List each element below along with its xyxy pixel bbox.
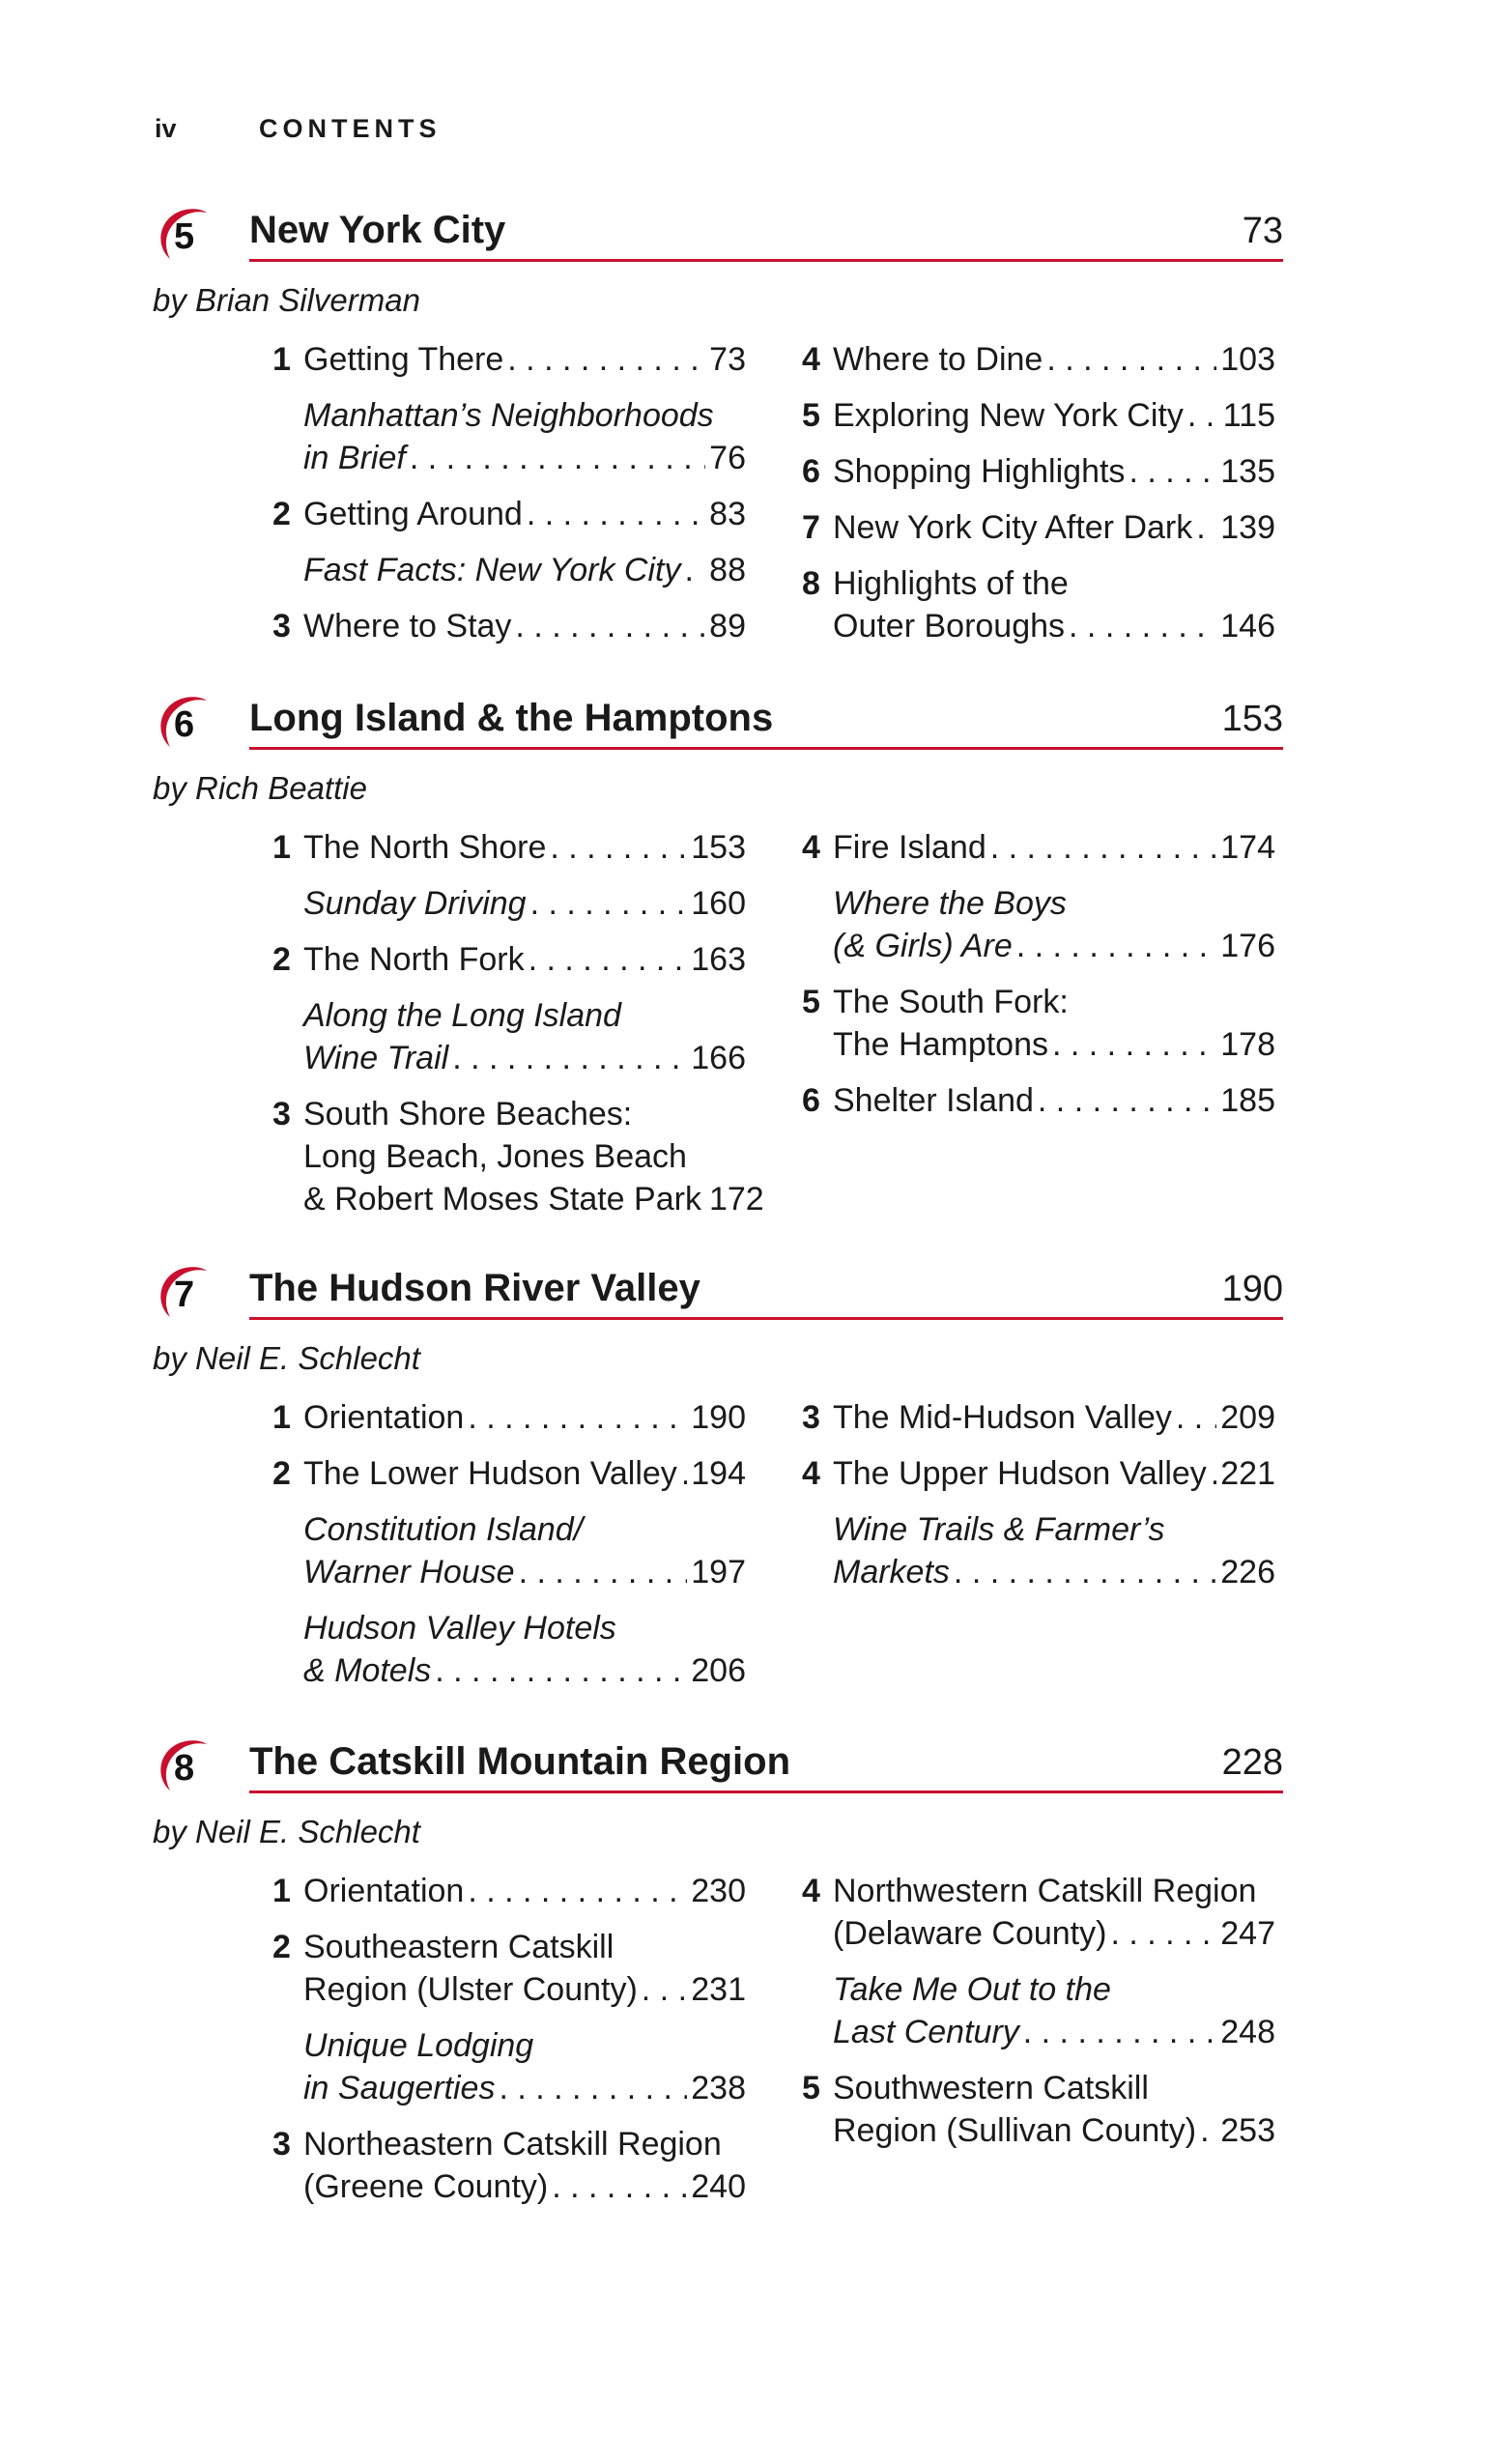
toc-entry[interactable] [272, 1607, 746, 1692]
toc-entry-line [303, 493, 746, 535]
section-title: Region (Ulster County) [303, 1971, 638, 2008]
chapter-title[interactable]: Long Island & the Hamptons [249, 697, 774, 739]
section-title: Where to Stay [303, 608, 512, 645]
toc-entry[interactable] [272, 493, 746, 535]
section-page-number[interactable]: 83 [709, 496, 746, 532]
section-title: Last Century [833, 2014, 1019, 2050]
section-page-number[interactable]: 115 [1222, 397, 1275, 434]
toc-entry[interactable] [802, 826, 1275, 869]
section-number: 7 [802, 509, 820, 546]
toc-entry[interactable] [802, 338, 1275, 381]
section-page-number[interactable]: 103 [1220, 341, 1275, 378]
section-number: 2 [272, 941, 291, 978]
toc-entry[interactable] [802, 2067, 1275, 2152]
section-number: 2 [272, 1455, 291, 1492]
toc-column-right [802, 1870, 1275, 2165]
toc-entry-line [303, 1926, 746, 1968]
leader-dots [527, 493, 705, 535]
toc-entry[interactable] [802, 562, 1275, 647]
section-number: 1 [272, 1873, 291, 1909]
section-number: 6 [802, 1082, 820, 1119]
chapter-number-badge [153, 1263, 213, 1319]
running-head [155, 114, 442, 144]
leader-dots [1176, 1396, 1216, 1439]
section-number: 8 [802, 565, 820, 602]
toc-entry[interactable] [802, 1870, 1275, 1955]
leader-dots [1038, 1079, 1216, 1122]
chapter-heading[interactable] [153, 1734, 1283, 1794]
toc-entry[interactable] [272, 2123, 746, 2208]
section-number: 2 [272, 1929, 291, 1965]
toc-entry-line [833, 2067, 1275, 2109]
toc-entry-line [303, 1135, 746, 1178]
leader-dots [1187, 394, 1219, 437]
chapter-heading[interactable] [153, 691, 1283, 751]
section-title: Orientation [303, 1399, 465, 1436]
section-page-number[interactable]: 178 [1220, 1026, 1275, 1063]
section-title: Outer Boroughs [833, 608, 1066, 645]
section-title: Sunday Driving [303, 885, 527, 922]
section-title: Northeastern Catskill Region [303, 2126, 722, 2163]
leader-dots [1052, 1023, 1216, 1066]
section-title: Region (Sullivan County) [833, 2112, 1197, 2149]
section-number: 3 [272, 2126, 291, 2163]
section-page-number[interactable]: 76 [709, 440, 746, 476]
section-title: Wine Trail [303, 1040, 449, 1076]
chapter-number: 8 [174, 1748, 195, 1789]
leader-dots [684, 549, 705, 591]
toc-entry-line [833, 562, 1275, 605]
toc-entry[interactable] [272, 1508, 746, 1593]
toc-entry[interactable] [802, 394, 1275, 437]
leader-dots [410, 437, 705, 479]
toc-entry[interactable] [802, 450, 1275, 493]
toc-entry-line [303, 338, 746, 381]
section-title: (Greene County) [303, 2168, 549, 2205]
section-title: Unique Lodging [303, 2027, 534, 2064]
toc-entry-line [303, 605, 746, 647]
section-number: 3 [802, 1399, 820, 1436]
toc-column-left [272, 1870, 746, 2221]
section-title: Fast Facts: New York City [303, 552, 681, 588]
chapter-number: 5 [174, 216, 195, 257]
leader-dots [1016, 925, 1217, 967]
toc-entry-line [833, 605, 1275, 647]
toc-column-left [272, 1396, 746, 1705]
leader-dots [1110, 1912, 1216, 1955]
chapter-rule [249, 259, 1283, 262]
section-page-number[interactable]: 176 [1220, 928, 1275, 964]
section-title: Take Me Out to the [833, 1971, 1111, 2008]
leader-dots [468, 1870, 687, 1912]
leader-dots [1129, 450, 1216, 493]
leader-dots [1196, 506, 1216, 549]
section-page-number[interactable]: 73 [709, 341, 746, 378]
section-title: Shopping Highlights [833, 453, 1126, 490]
leader-dots [1069, 605, 1216, 647]
chapter-title[interactable]: New York City [249, 209, 506, 251]
leader-dots [550, 826, 687, 869]
section-title: in Saugerties [303, 2070, 496, 2106]
chapter-rule [249, 1317, 1283, 1320]
section-page-number[interactable]: 248 [1220, 2014, 1275, 2050]
leader-dots [552, 2165, 687, 2208]
section-title: Southeastern Catskill [303, 1929, 614, 1965]
toc-entry[interactable] [272, 1870, 746, 1912]
section-title: South Shore Beaches: [303, 1096, 633, 1132]
toc-entry-line [303, 826, 746, 869]
toc-entry-line [833, 1023, 1275, 1066]
toc-column-right [802, 338, 1275, 661]
leader-dots [435, 1649, 687, 1692]
leader-dots [681, 1452, 687, 1495]
toc-entry-line [833, 1452, 1275, 1495]
section-title: The South Fork: [833, 984, 1069, 1020]
section-number: 2 [272, 496, 291, 532]
toc-entry[interactable] [272, 1396, 746, 1439]
section-title: Highlights of the [833, 565, 1069, 602]
section-page-number[interactable]: 231 [691, 1971, 746, 2008]
chapter-author: by Rich Beattie [153, 770, 367, 806]
toc-column-left [272, 338, 746, 661]
leader-dots [1046, 338, 1216, 381]
toc-entry-line [833, 506, 1275, 549]
section-page-number[interactable]: 172 [708, 1181, 764, 1218]
toc-entry-line [303, 2024, 746, 2067]
toc-entry-line [833, 925, 1275, 967]
chapter-rule [249, 1791, 1283, 1793]
section-page-number[interactable]: 135 [1220, 453, 1275, 490]
section-number: 5 [802, 2070, 820, 2106]
section-page-number[interactable]: 174 [1220, 829, 1275, 866]
section-page-number[interactable]: 240 [691, 2168, 746, 2205]
section-page-number[interactable]: 197 [691, 1554, 746, 1590]
section-title: Getting There [303, 341, 504, 378]
section-title: Hudson Valley Hotels [303, 1610, 616, 1647]
section-number: 1 [272, 829, 291, 866]
toc-entry-line [833, 1551, 1275, 1593]
section-number: 5 [802, 984, 820, 1020]
toc-entry[interactable] [272, 605, 746, 647]
section-title: Orientation [303, 1873, 465, 1909]
section-number: 6 [802, 453, 820, 490]
toc-entry[interactable] [272, 938, 746, 981]
toc-entry-line [303, 1093, 746, 1135]
leader-dots [954, 1551, 1216, 1593]
toc-entry[interactable] [272, 1093, 764, 1220]
leader-dots [530, 882, 688, 925]
section-page-number[interactable]: 221 [1220, 1455, 1275, 1492]
toc-entry-line [303, 394, 746, 437]
section-number: 4 [802, 341, 820, 378]
toc-entry[interactable] [272, 994, 746, 1079]
section-page-number[interactable]: 166 [691, 1040, 746, 1076]
toc-entry[interactable] [272, 826, 746, 869]
chapter-page-number[interactable]: 73 [1242, 211, 1283, 251]
toc-entry-line [303, 1551, 746, 1593]
section-number: 3 [272, 608, 291, 645]
toc-column-left [272, 826, 764, 1234]
toc-entry[interactable] [802, 981, 1275, 1066]
section-page-number[interactable]: 190 [691, 1399, 746, 1436]
chapter-heading[interactable] [153, 203, 1283, 263]
section-page-number[interactable]: 206 [691, 1652, 746, 1689]
section-title: Markets [833, 1554, 950, 1590]
section-number: 4 [802, 829, 820, 866]
toc-entry[interactable] [802, 1508, 1275, 1593]
chapter-page-number[interactable]: 190 [1221, 1269, 1283, 1309]
toc-entry-line [303, 1452, 746, 1495]
section-title: Where to Dine [833, 341, 1043, 378]
section-title: The Mid-Hudson Valley [833, 1399, 1172, 1436]
section-title: Long Beach, Jones Beach [303, 1138, 687, 1175]
section-page-number[interactable]: 253 [1220, 2112, 1275, 2149]
section-title: Manhattan’s Neighborhoods [303, 397, 714, 434]
leader-dots [507, 338, 705, 381]
section-number: 5 [802, 397, 820, 434]
section-number: 1 [272, 1399, 291, 1436]
section-title: The Hamptons [833, 1026, 1048, 1063]
section-title: Getting Around [303, 496, 523, 532]
section-page-number[interactable]: 153 [691, 829, 746, 866]
toc-entry-line [303, 2123, 746, 2165]
leader-dots [1023, 2011, 1217, 2053]
toc-entry-line [833, 826, 1275, 869]
section-title: Warner House [303, 1554, 515, 1590]
toc-entry[interactable] [272, 394, 746, 479]
chapter-number: 6 [174, 704, 195, 745]
section-title: (Delaware County) [833, 1915, 1107, 1952]
toc-entry-line [833, 1870, 1275, 1912]
chapter-title[interactable]: The Hudson River Valley [249, 1267, 700, 1309]
page-folio: iv [155, 114, 177, 143]
toc-entry-line [303, 1968, 746, 2011]
section-title: & Robert Moses State Park [303, 1181, 701, 1218]
section-title: The North Shore [303, 829, 547, 866]
toc-entry-line [833, 2109, 1275, 2152]
toc-entry-line [833, 981, 1275, 1023]
section-number: 4 [802, 1455, 820, 1492]
toc-entry-line [833, 338, 1275, 381]
toc-entry[interactable] [272, 882, 746, 925]
section-page-number[interactable]: 89 [709, 608, 746, 645]
section-title: The Upper Hudson Valley [833, 1455, 1207, 1492]
chapter-number: 7 [174, 1275, 195, 1315]
leader-dots [468, 1396, 687, 1439]
section-title: Along the Long Island [303, 997, 621, 1034]
chapter-number-badge [153, 205, 213, 261]
section-title: Exploring New York City [833, 397, 1184, 434]
toc-entry[interactable] [802, 1396, 1275, 1439]
section-page-number[interactable]: 247 [1220, 1915, 1275, 1952]
toc-entry-line [303, 1508, 746, 1551]
toc-entry-line [833, 1968, 1275, 2011]
section-title: (& Girls) Are [833, 928, 1013, 964]
toc-entry-line [833, 1396, 1275, 1439]
section-title: Constitution Island/ [303, 1511, 584, 1548]
section-title: Shelter Island [833, 1082, 1034, 1119]
toc-entry[interactable] [802, 882, 1275, 967]
section-title: & Motels [303, 1652, 432, 1689]
toc-entry[interactable] [272, 338, 746, 381]
toc-entry-line [833, 1079, 1275, 1122]
section-page-number[interactable]: 139 [1220, 509, 1275, 546]
chapter-page-number[interactable]: 153 [1221, 699, 1283, 739]
section-number: 3 [272, 1096, 291, 1132]
chapter-page-number[interactable]: 228 [1221, 1742, 1283, 1783]
toc-entry-line [833, 1508, 1275, 1551]
section-number: 1 [272, 341, 291, 378]
toc-column-right [802, 826, 1275, 1135]
toc-entry-line [833, 882, 1275, 925]
toc-entry-line [833, 1912, 1275, 1955]
toc-entry[interactable] [272, 549, 746, 591]
leader-dots [1211, 1452, 1216, 1495]
chapter-author: by Neil E. Schlecht [153, 1814, 420, 1849]
leader-dots [1200, 2109, 1216, 2152]
section-title: Where the Boys [833, 885, 1067, 922]
chapter-heading[interactable] [153, 1261, 1283, 1321]
section-title: Southwestern Catskill [833, 2070, 1149, 2106]
toc-entry-line [303, 1607, 746, 1649]
section-title: New York City After Dark [833, 509, 1193, 546]
toc-entry-line [303, 882, 746, 925]
section-number: 4 [802, 1873, 820, 1909]
section-title: Fire Island [833, 829, 986, 866]
toc-entry-line [833, 394, 1275, 437]
toc-entry-line [303, 1649, 746, 1692]
toc-entry-line [303, 938, 746, 981]
toc-entry-line [303, 1870, 746, 1912]
toc-entry-line [833, 2011, 1275, 2053]
chapter-author: by Neil E. Schlecht [153, 1340, 420, 1376]
toc-entry-line [303, 437, 746, 479]
toc-entry-line [303, 1396, 746, 1439]
toc-entry-line [303, 1037, 746, 1079]
toc-entry-line [303, 2165, 746, 2208]
toc-entry-line [303, 994, 746, 1037]
toc-entry-line [303, 1178, 764, 1220]
chapter-author: by Brian Silverman [153, 282, 420, 318]
leader-dots [452, 1037, 687, 1079]
toc-entry[interactable] [802, 1079, 1275, 1122]
section-page-number[interactable]: 230 [691, 1873, 746, 1909]
chapter-rule [249, 747, 1283, 750]
leader-dots [499, 2067, 687, 2109]
section-title: Northwestern Catskill Region [833, 1873, 1257, 1909]
toc-entry[interactable] [802, 1452, 1275, 1495]
chapter-number-badge [153, 1736, 213, 1792]
leader-dots [529, 938, 688, 981]
section-page-number[interactable]: 185 [1220, 1082, 1275, 1119]
section-title: The North Fork [303, 941, 525, 978]
chapter-number-badge [153, 693, 213, 749]
leader-dots [990, 826, 1217, 869]
leader-dots [642, 1968, 687, 2011]
toc-entry-line [303, 2067, 746, 2109]
section-page-number[interactable]: 88 [709, 552, 746, 588]
toc-entry[interactable] [802, 1968, 1275, 2053]
toc-entry[interactable] [272, 2024, 746, 2109]
leader-dots [515, 605, 705, 647]
leader-dots [519, 1551, 688, 1593]
section-page-number[interactable]: 160 [691, 885, 746, 922]
running-head-label: CONTENTS [259, 114, 442, 143]
chapter-title[interactable]: The Catskill Mountain Region [249, 1740, 791, 1783]
toc-entry[interactable] [272, 1926, 746, 2011]
toc-entry-line [303, 549, 746, 591]
toc-entry[interactable] [802, 506, 1275, 549]
section-page-number[interactable]: 209 [1220, 1399, 1275, 1436]
toc-entry-line [833, 450, 1275, 493]
section-page-number[interactable]: 163 [691, 941, 746, 978]
section-title: in Brief [303, 440, 406, 476]
section-page-number[interactable]: 238 [691, 2070, 746, 2106]
section-page-number[interactable]: 226 [1220, 1554, 1275, 1590]
toc-column-right [802, 1396, 1275, 1607]
section-title: Wine Trails & Farmer’s [833, 1511, 1165, 1548]
section-title: The Lower Hudson Valley [303, 1455, 677, 1492]
section-page-number[interactable]: 146 [1220, 608, 1275, 645]
toc-entry[interactable] [272, 1452, 746, 1495]
section-page-number[interactable]: 194 [691, 1455, 746, 1492]
